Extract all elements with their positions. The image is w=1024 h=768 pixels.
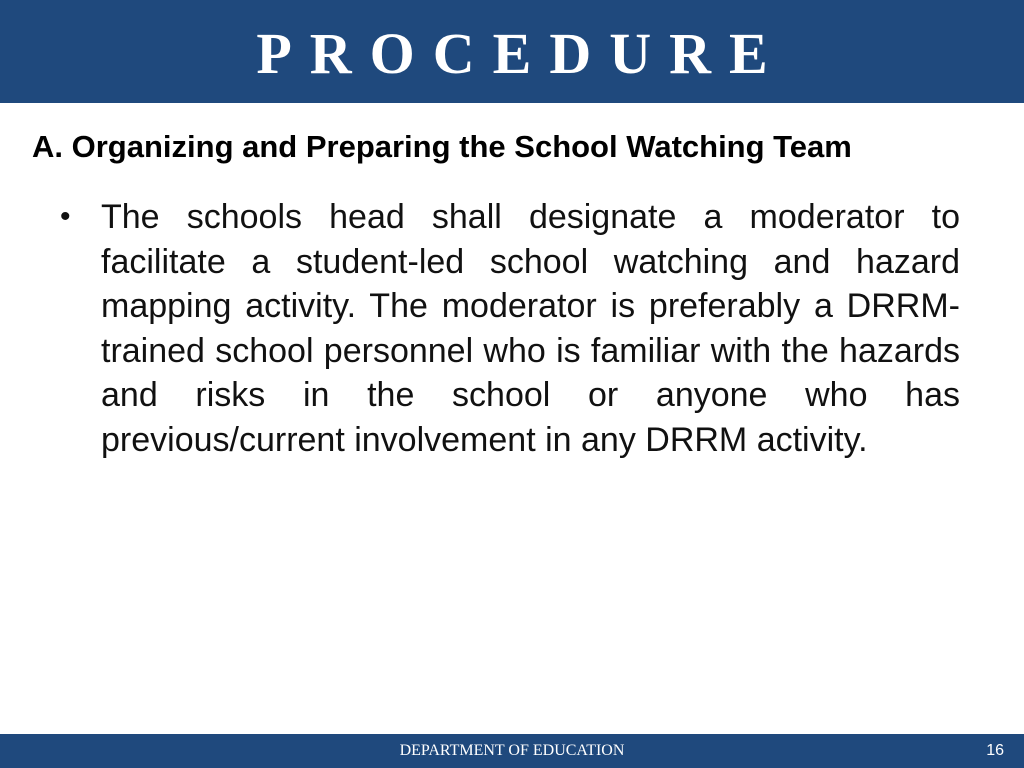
title-bar [0, 0, 1024, 103]
page-number: 16 [986, 742, 1004, 759]
bullet-text: The schools head shall designate a moderator to facilitate a student-led school watching and hazard mapping activity. The moderator is preferably a DRRM-trained school personnel who is familiar with the hazards and risks in the school or anyone who has previous/current involvement in any DRRM activity. [101, 198, 960, 459]
section-heading: A. Organizing and Preparing the School Watching Team [32, 129, 852, 164]
bullet-list [56, 195, 960, 462]
slide-title: PROCEDURE [256, 21, 786, 86]
bullet-item [56, 195, 960, 462]
bullet-dot-icon: • [60, 200, 71, 233]
footer-bar [0, 734, 1024, 768]
footer-organization: DEPARTMENT OF EDUCATION [399, 742, 625, 759]
